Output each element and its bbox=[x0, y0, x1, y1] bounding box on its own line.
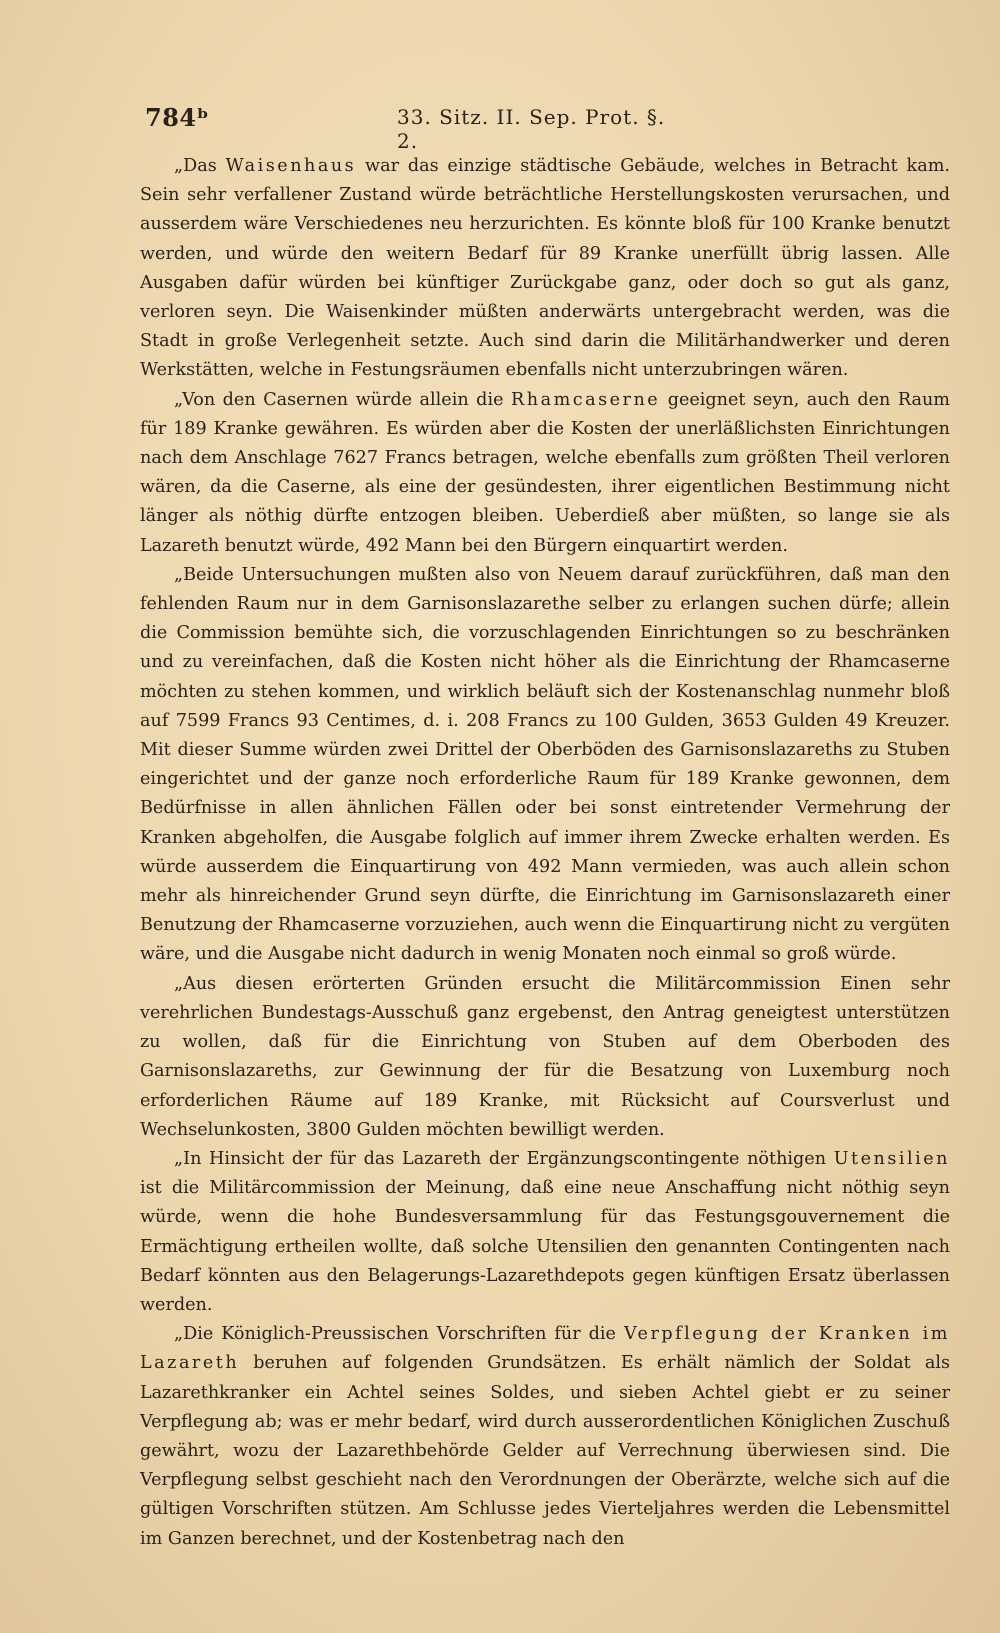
paragraph-text: war das einzige städtische Gebäude, welches in Betracht kam. Sein sehr verfallener Zustand würde beträchtliche Herstellungskosten verursachen, und ausserdem wäre Verschiedenes neu herzurichten. Es könnte bloß für 100 Kranke benutzt werden, und würde den weitern Bedarf für 89 Kranke unerfüllt übrig lassen. Alle Ausgaben dafür würden bei künftiger Zurückgabe ganz, oder doch so gut als ganz, verloren seyn. Die Waisenkinder müßten anderwärts untergebracht werden, was die Stadt in große Verlegenheit setzte. Auch sind darin die Militärhandwerker und deren Werkstätten, welche in Festungsräumen ebenfalls nicht unterzubringen wären. bbox=[140, 156, 950, 381]
paragraph-text: „Die Königlich-Preussischen Vorschriften für die bbox=[174, 1324, 624, 1345]
paragraph-text: „Aus diesen erörterten Gründen ersucht die Militärcommission Einen sehr verehrlichen Bundestags-Ausschuß ganz ergebenst, den Antrag geneigtest unterstützen zu wollen, daß für die Einrichtung von Stuben auf dem Oberboden des Garnisonslazareths, zur Gewinnung der für die Besatzung von Luxemburg noch erforderlichen Räume auf 189 Kranke, mit Rücksicht auf Coursverlust und Wechselunkosten, 3800 Gulden möchten bewilligt werden. bbox=[140, 973, 950, 1140]
paragraph-text: „Von den Casernen würde allein die bbox=[174, 389, 511, 410]
running-head: 33. Sitz. II. Sep. Prot. §. 2. bbox=[397, 105, 666, 153]
paragraph-waisenhaus bbox=[140, 152, 950, 386]
paragraph-text: geeignet seyn, auch den Raum für 189 Kranke gewähren. Es würden aber die Kosten der unerläßlichsten Einrichtungen nach dem Anschlage 7627 Francs betragen, welche ebenfalls zum größten Theil verloren wären, da die Caserne, als eine der gesündesten, ihrer eigentlichen Bestimmung nicht länger als nöthig dürfte entzogen bleiben. Ueberdieß aber müßten, so lange sie als Lazareth benutzt würde, 492 Mann bei den Bürgern einquartirt werden. bbox=[140, 389, 950, 556]
page-header bbox=[145, 103, 690, 153]
paragraph-untersuchungen bbox=[140, 561, 950, 970]
emphasis-term: Verpflegung der Kranken im Lazareth bbox=[140, 1324, 950, 1374]
emphasis-term: Waisenhaus bbox=[225, 156, 357, 176]
paragraph-text: „In Hinsicht der für das Lazareth der Ergänzungscontingente nöthigen bbox=[174, 1148, 834, 1169]
paragraph-casernen bbox=[140, 386, 950, 561]
emphasis-term: Rhamcaserne bbox=[511, 389, 661, 410]
emphasis-term: Utensilien bbox=[833, 1148, 950, 1169]
paragraph-verpflegung bbox=[140, 1320, 950, 1554]
paragraph-text: ist die Militärcommission der Meinung, daß eine neue Anschaffung nicht nöthig seyn würde, wenn die hohe Bundesversammlung für das Festungsgouvernement die Ermächtigung ertheilen wollte, daß solche Utensilien den genannten Contingenten nach Bedarf könnten aus den Belagerungs-Lazarethdepots gegen künftigen Ersatz überlassen werden. bbox=[140, 1178, 950, 1315]
paragraph-utensilien bbox=[140, 1145, 950, 1320]
paragraph-text: beruhen auf folgenden Grundsätzen. Es erhält nämlich der Soldat als Lazarethkranker ein Achtel seines Soldes, und sieben Achtel giebt er zu seiner Verpflegung ab; was er mehr bedarf, wird durch ausserordentlichen Königlichen Zuschuß gewährt, wozu der Lazarethbehörde Gelder auf Verrechnung überwiesen sind. Die Verpflegung selbst geschieht nach den Verordnungen der Oberärzte, welche sich auf die gültigen Vorschriften stützen. Am Schlusse jedes Vierteljahres werden die Lebensmittel im Ganzen berechnet, und der Kostenbetrag nach den bbox=[140, 1353, 950, 1549]
body-text bbox=[140, 152, 950, 1554]
paragraph-text: „Das bbox=[174, 156, 226, 176]
page-number: 784ᵇ bbox=[145, 103, 210, 132]
paragraph-antrag bbox=[140, 970, 950, 1145]
paragraph-text: „Beide Untersuchungen mußten also von Neuem darauf zurückführen, daß man den fehlenden Raum nur in dem Garnisonslazarethe selber zu erlangen suchen dürfe; allein die Commission bemühte sich, die vorzuschlagenden Einrichtungen so zu beschränken und zu vereinfachen, daß die Kosten nicht höher als die Einrichtung der Rhamcaserne möchten zu stehen kommen, und wirklich beläuft sich der Kostenanschlag nunmehr bloß auf 7599 Francs 93 Centimes, d. i. 208 Francs zu 100 Gulden, 3653 Gulden 49 Kreuzer. Mit dieser Summe würden zwei Drittel der Oberböden des Garnisonslazareths zu Stuben eingerichtet und der ganze noch erforderliche Raum für 189 Kranke gewonnen, dem Bedürfnisse in allen ähnlichen Fällen oder bei sonst eintretender Vermehrung der Kranken abgeholfen, die Ausgabe folglich auf immer ihrem Zwecke erhalten werden. Es würde ausserdem die Einquartirung von 492 Mann vermieden, was auch allein schon mehr als hinreichender Grund seyn dürfte, die Einrichtung im Garnisonslazareth einer Benutzung der Rhamcaserne vorzuziehen, auch wenn die Einquartirung nicht zu vergüten wäre, und die Ausgabe nicht dadurch in wenig Monaten noch einmal so groß würde. bbox=[140, 564, 950, 965]
